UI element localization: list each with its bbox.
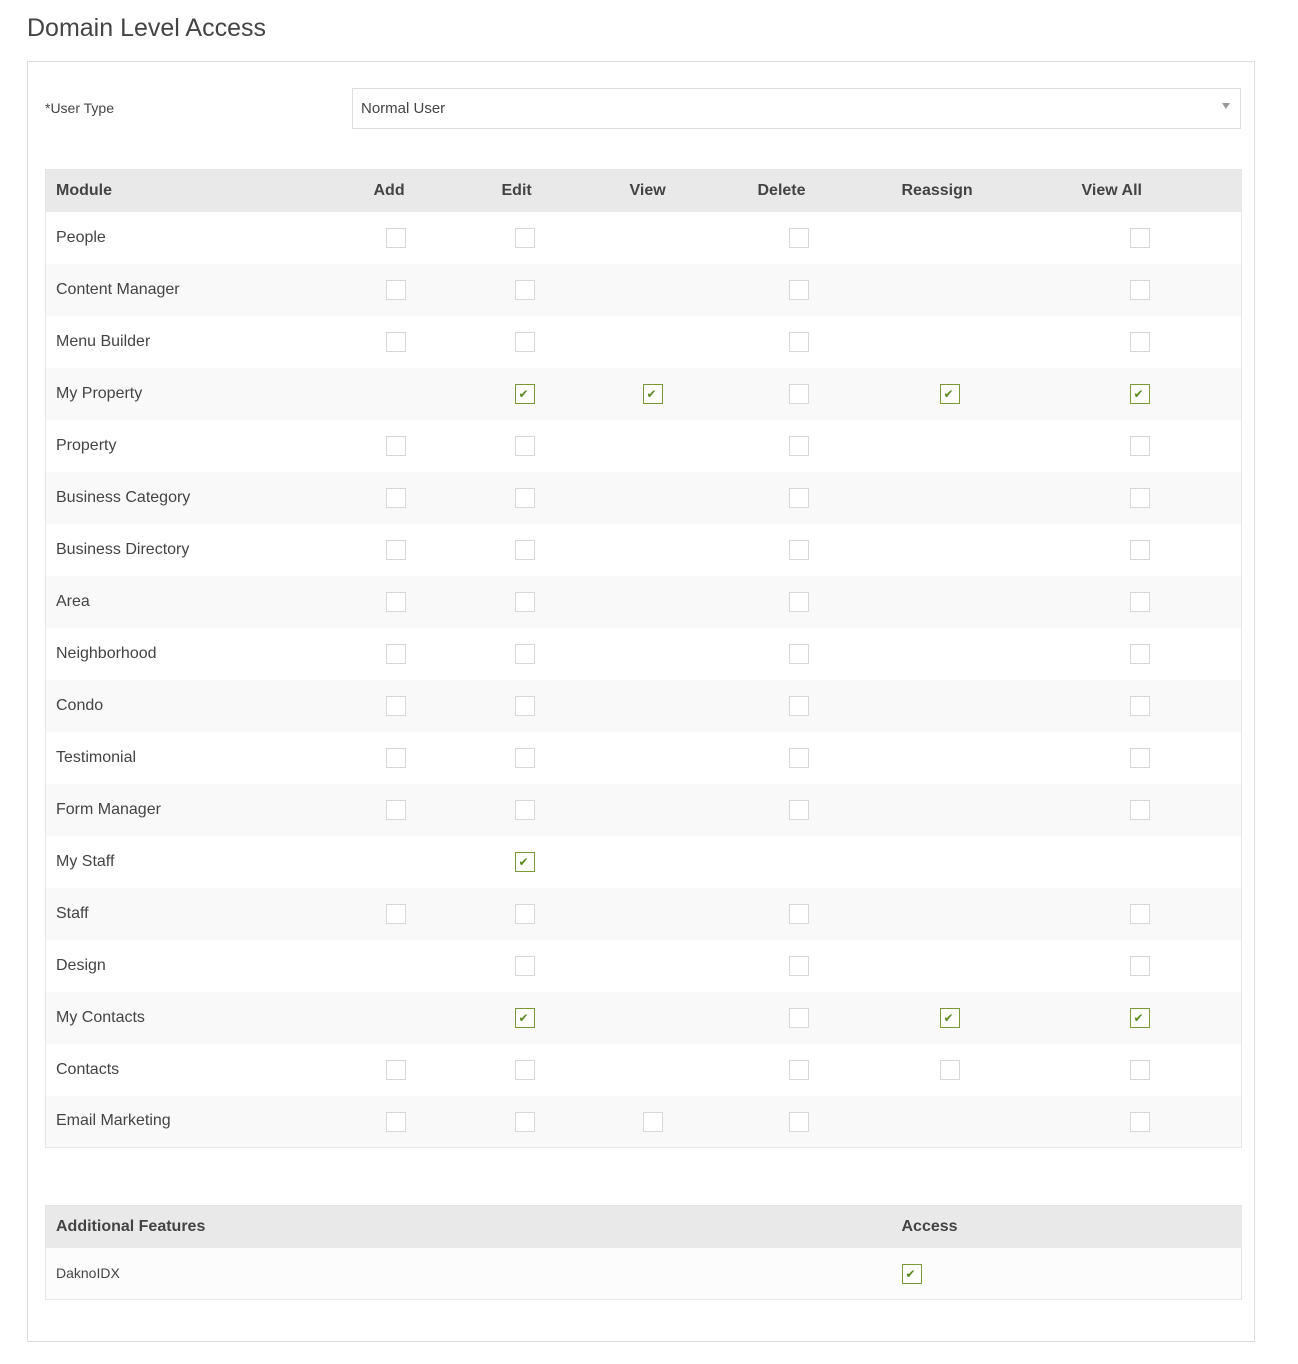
table-row — [46, 420, 1242, 472]
cell-edit — [492, 1044, 620, 1096]
cell-view-all — [1072, 836, 1242, 888]
view-checkbox[interactable] — [643, 1112, 663, 1132]
cell-view — [620, 576, 748, 628]
col-header-add: Add — [364, 170, 492, 212]
cell-edit — [492, 212, 620, 264]
module-name: Contacts — [46, 1044, 364, 1096]
table-row — [46, 888, 1242, 940]
view-all-checkbox[interactable] — [1130, 332, 1150, 352]
view-all-checkbox[interactable] — [1130, 540, 1150, 560]
cell-view-all — [1072, 472, 1242, 524]
view-all-checkbox[interactable] — [1130, 384, 1150, 404]
cell-access — [892, 1248, 1242, 1300]
module-name: Content Manager — [46, 264, 364, 316]
view-all-checkbox[interactable] — [1130, 904, 1150, 924]
delete-checkbox[interactable] — [789, 644, 809, 664]
cell-edit — [492, 628, 620, 680]
edit-checkbox[interactable] — [515, 280, 535, 300]
edit-checkbox[interactable] — [515, 904, 535, 924]
user-type-label: *User Type — [45, 100, 114, 116]
cell-reassign — [892, 368, 1072, 420]
module-name: Email Marketing — [46, 1096, 364, 1148]
module-name: Property — [46, 420, 364, 472]
cell-delete — [748, 472, 892, 524]
edit-checkbox[interactable] — [515, 748, 535, 768]
cell-reassign — [892, 1096, 1072, 1148]
cell-edit — [492, 368, 620, 420]
edit-checkbox[interactable] — [515, 956, 535, 976]
table-row — [46, 732, 1242, 784]
view-all-checkbox[interactable] — [1130, 488, 1150, 508]
cell-view-all — [1072, 212, 1242, 264]
add-checkbox[interactable] — [386, 592, 406, 612]
view-all-checkbox[interactable] — [1130, 956, 1150, 976]
cell-edit — [492, 888, 620, 940]
cell-add — [364, 732, 492, 784]
cell-view — [620, 368, 748, 420]
add-checkbox[interactable] — [386, 800, 406, 820]
edit-checkbox[interactable] — [515, 436, 535, 456]
add-checkbox[interactable] — [386, 644, 406, 664]
cell-reassign — [892, 628, 1072, 680]
add-checkbox[interactable] — [386, 280, 406, 300]
cell-add — [364, 836, 492, 888]
cell-view — [620, 784, 748, 836]
cell-view-all — [1072, 680, 1242, 732]
reassign-checkbox[interactable] — [940, 1060, 960, 1080]
col-header-reassign: Reassign — [892, 170, 1072, 212]
view-all-checkbox[interactable] — [1130, 644, 1150, 664]
col-header-module: Module — [46, 170, 364, 212]
delete-checkbox[interactable] — [789, 228, 809, 248]
cell-view-all — [1072, 368, 1242, 420]
cell-view — [620, 628, 748, 680]
edit-checkbox[interactable] — [515, 540, 535, 560]
reassign-checkbox[interactable] — [940, 384, 960, 404]
edit-checkbox[interactable] — [515, 488, 535, 508]
add-checkbox[interactable] — [386, 332, 406, 352]
edit-checkbox[interactable] — [515, 1112, 535, 1132]
cell-view — [620, 524, 748, 576]
cell-edit — [492, 264, 620, 316]
delete-checkbox[interactable] — [789, 488, 809, 508]
cell-edit — [492, 420, 620, 472]
cell-reassign — [892, 784, 1072, 836]
col-header-edit: Edit — [492, 170, 620, 212]
cell-delete — [748, 992, 892, 1044]
view-checkbox[interactable] — [643, 384, 663, 404]
cell-view-all — [1072, 940, 1242, 992]
add-checkbox[interactable] — [386, 696, 406, 716]
add-checkbox[interactable] — [386, 540, 406, 560]
permissions-header-row — [46, 170, 1242, 212]
cell-delete — [748, 212, 892, 264]
edit-checkbox[interactable] — [515, 1060, 535, 1080]
delete-checkbox[interactable] — [789, 748, 809, 768]
table-row — [46, 1248, 1242, 1300]
module-name: Staff — [46, 888, 364, 940]
cell-edit — [492, 1096, 620, 1148]
view-all-checkbox[interactable] — [1130, 1112, 1150, 1132]
delete-checkbox[interactable] — [789, 540, 809, 560]
cell-edit — [492, 940, 620, 992]
cell-add — [364, 472, 492, 524]
chevron-down-icon — [1222, 103, 1230, 109]
delete-checkbox[interactable] — [789, 1008, 809, 1028]
cell-reassign — [892, 420, 1072, 472]
feature-name: DaknoIDX — [46, 1248, 892, 1300]
cell-delete — [748, 628, 892, 680]
cell-delete — [748, 784, 892, 836]
edit-checkbox[interactable] — [515, 644, 535, 664]
cell-reassign — [892, 836, 1072, 888]
table-row — [46, 784, 1242, 836]
delete-checkbox[interactable] — [789, 800, 809, 820]
cell-view — [620, 992, 748, 1044]
add-checkbox[interactable] — [386, 436, 406, 456]
cell-view — [620, 264, 748, 316]
module-name: Design — [46, 940, 364, 992]
permissions-table — [45, 169, 1242, 1148]
cell-edit — [492, 836, 620, 888]
view-all-checkbox[interactable] — [1130, 280, 1150, 300]
cell-reassign — [892, 940, 1072, 992]
view-all-checkbox[interactable] — [1130, 748, 1150, 768]
cell-add — [364, 940, 492, 992]
cell-view — [620, 1096, 748, 1148]
module-name: People — [46, 212, 364, 264]
cell-view — [620, 212, 748, 264]
cell-view-all — [1072, 784, 1242, 836]
module-name: Menu Builder — [46, 316, 364, 368]
cell-reassign — [892, 1044, 1072, 1096]
cell-view-all — [1072, 1096, 1242, 1148]
cell-add — [364, 212, 492, 264]
cell-edit — [492, 732, 620, 784]
table-row — [46, 1096, 1242, 1148]
cell-view — [620, 472, 748, 524]
cell-view-all — [1072, 1044, 1242, 1096]
cell-view-all — [1072, 316, 1242, 368]
cell-view — [620, 420, 748, 472]
delete-checkbox[interactable] — [789, 696, 809, 716]
table-row — [46, 264, 1242, 316]
cell-edit — [492, 316, 620, 368]
module-name: My Property — [46, 368, 364, 420]
table-row — [46, 940, 1242, 992]
cell-delete — [748, 368, 892, 420]
delete-checkbox[interactable] — [789, 904, 809, 924]
access-panel — [27, 61, 1255, 1342]
add-checkbox[interactable] — [386, 1060, 406, 1080]
cell-view-all — [1072, 524, 1242, 576]
cell-delete — [748, 264, 892, 316]
edit-checkbox[interactable] — [515, 384, 535, 404]
module-name: Business Category — [46, 472, 364, 524]
cell-add — [364, 680, 492, 732]
delete-checkbox[interactable] — [789, 280, 809, 300]
table-row — [46, 1044, 1242, 1096]
view-all-checkbox[interactable] — [1130, 228, 1150, 248]
cell-edit — [492, 472, 620, 524]
cell-delete — [748, 524, 892, 576]
module-name: Business Directory — [46, 524, 364, 576]
cell-delete — [748, 940, 892, 992]
edit-checkbox[interactable] — [515, 228, 535, 248]
edit-checkbox[interactable] — [515, 800, 535, 820]
module-name: My Staff — [46, 836, 364, 888]
cell-delete — [748, 576, 892, 628]
cell-add — [364, 992, 492, 1044]
cell-delete — [748, 888, 892, 940]
cell-reassign — [892, 316, 1072, 368]
cell-view-all — [1072, 732, 1242, 784]
cell-delete — [748, 1096, 892, 1148]
module-name: Area — [46, 576, 364, 628]
col-header-additional-features: Additional Features — [46, 1206, 892, 1248]
cell-view-all — [1072, 420, 1242, 472]
cell-edit — [492, 680, 620, 732]
cell-add — [364, 316, 492, 368]
view-all-checkbox[interactable] — [1130, 592, 1150, 612]
table-row — [46, 316, 1242, 368]
cell-add — [364, 888, 492, 940]
cell-add — [364, 420, 492, 472]
cell-add — [364, 1044, 492, 1096]
table-row — [46, 524, 1242, 576]
cell-add — [364, 576, 492, 628]
delete-checkbox[interactable] — [789, 592, 809, 612]
cell-view — [620, 888, 748, 940]
delete-checkbox[interactable] — [789, 436, 809, 456]
col-header-access: Access — [892, 1206, 1242, 1248]
cell-reassign — [892, 264, 1072, 316]
delete-checkbox[interactable] — [789, 332, 809, 352]
col-header-view: View — [620, 170, 748, 212]
add-checkbox[interactable] — [386, 228, 406, 248]
view-all-checkbox[interactable] — [1130, 1060, 1150, 1080]
cell-view-all — [1072, 628, 1242, 680]
cell-edit — [492, 524, 620, 576]
cell-reassign — [892, 524, 1072, 576]
module-name: My Contacts — [46, 992, 364, 1044]
module-name: Condo — [46, 680, 364, 732]
reassign-checkbox[interactable] — [940, 1008, 960, 1028]
add-checkbox[interactable] — [386, 488, 406, 508]
user-type-select[interactable] — [352, 88, 1241, 129]
module-name: Form Manager — [46, 784, 364, 836]
add-checkbox[interactable] — [386, 904, 406, 924]
col-header-view-all: View All — [1072, 170, 1242, 212]
cell-reassign — [892, 680, 1072, 732]
module-name: Neighborhood — [46, 628, 364, 680]
cell-delete — [748, 732, 892, 784]
cell-delete — [748, 316, 892, 368]
access-checkbox[interactable] — [902, 1264, 922, 1284]
edit-checkbox[interactable] — [515, 696, 535, 716]
edit-checkbox[interactable] — [515, 852, 535, 872]
view-all-checkbox[interactable] — [1130, 436, 1150, 456]
cell-reassign — [892, 992, 1072, 1044]
cell-reassign — [892, 472, 1072, 524]
cell-delete — [748, 836, 892, 888]
cell-delete — [748, 680, 892, 732]
features-table — [45, 1205, 1242, 1300]
add-checkbox[interactable] — [386, 1112, 406, 1132]
cell-reassign — [892, 732, 1072, 784]
edit-checkbox[interactable] — [515, 1008, 535, 1028]
cell-view-all — [1072, 264, 1242, 316]
view-all-checkbox[interactable] — [1130, 800, 1150, 820]
col-header-delete: Delete — [748, 170, 892, 212]
add-checkbox[interactable] — [386, 748, 406, 768]
cell-view — [620, 316, 748, 368]
cell-add — [364, 628, 492, 680]
delete-checkbox[interactable] — [789, 384, 809, 404]
cell-view-all — [1072, 888, 1242, 940]
cell-view — [620, 1044, 748, 1096]
table-row — [46, 472, 1242, 524]
cell-view-all — [1072, 992, 1242, 1044]
cell-edit — [492, 992, 620, 1044]
cell-reassign — [892, 576, 1072, 628]
page-title: Domain Level Access — [27, 14, 267, 42]
features-header-row — [46, 1206, 1242, 1248]
view-all-checkbox[interactable] — [1130, 1008, 1150, 1028]
view-all-checkbox[interactable] — [1130, 696, 1150, 716]
table-row — [46, 836, 1242, 888]
delete-checkbox[interactable] — [789, 1112, 809, 1132]
delete-checkbox[interactable] — [789, 1060, 809, 1080]
cell-view — [620, 940, 748, 992]
table-row — [46, 680, 1242, 732]
user-type-value: Normal User — [361, 100, 446, 117]
cell-edit — [492, 576, 620, 628]
cell-view-all — [1072, 576, 1242, 628]
cell-reassign — [892, 212, 1072, 264]
delete-checkbox[interactable] — [789, 956, 809, 976]
cell-view — [620, 732, 748, 784]
cell-add — [364, 264, 492, 316]
module-name: Testimonial — [46, 732, 364, 784]
table-row — [46, 212, 1242, 264]
table-row — [46, 992, 1242, 1044]
cell-delete — [748, 1044, 892, 1096]
cell-add — [364, 784, 492, 836]
cell-add — [364, 1096, 492, 1148]
table-row — [46, 368, 1242, 420]
table-row — [46, 576, 1242, 628]
cell-add — [364, 368, 492, 420]
cell-reassign — [892, 888, 1072, 940]
cell-delete — [748, 420, 892, 472]
cell-edit — [492, 784, 620, 836]
table-row — [46, 628, 1242, 680]
edit-checkbox[interactable] — [515, 592, 535, 612]
cell-view — [620, 680, 748, 732]
edit-checkbox[interactable] — [515, 332, 535, 352]
cell-view — [620, 836, 748, 888]
cell-add — [364, 524, 492, 576]
